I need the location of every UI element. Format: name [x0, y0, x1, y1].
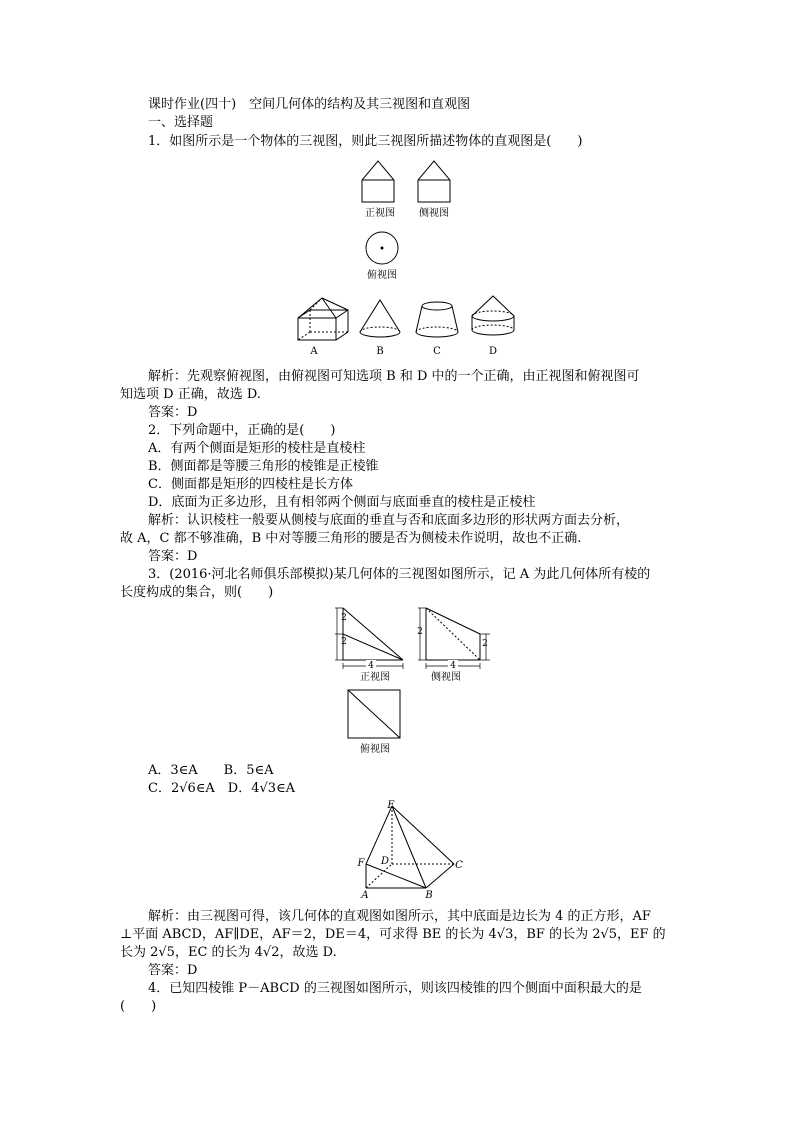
q3-point-d: D	[380, 856, 390, 867]
q3-point-c: C	[455, 860, 463, 871]
q1-option-b-label: B	[376, 346, 384, 357]
q1-top-label: 俯视图	[367, 270, 397, 281]
q1-option-a-label: A	[310, 346, 318, 357]
q2-answer: 答案：D	[148, 549, 198, 564]
q3-front-dim-width: 4	[366, 660, 376, 672]
q1-option-a-figure	[298, 298, 348, 340]
q1-front-label: 正视图	[365, 208, 395, 219]
q1-side-label: 侧视图	[419, 208, 449, 219]
q3-point-b: B	[425, 890, 433, 901]
q1-answer: 答案：D	[148, 405, 198, 420]
q3-answer: 答案：D	[148, 963, 198, 978]
q3-analysis-line1: 解析：由三视图可得，该几何体的直观图如图所示，其中底面是边长为 4 的正方形，AF	[148, 909, 651, 924]
section-title: 一、选择题	[148, 115, 214, 130]
q3-stem-line1: 3．(2016·河北名师俱乐部模拟)某几何体的三视图如图所示，记 A 为此几何体所有棱的	[148, 567, 651, 582]
q1-analysis-line1: 解析：先观察俯视图，由俯视图可知选项 B 和 D 中的一个正确，由正视图和俯视图可	[148, 369, 640, 384]
q1-top-view	[364, 230, 400, 266]
q2-option-d: D．底面为正多边形，且有相邻两个侧面与底面垂直的棱柱是正棱柱	[148, 495, 536, 510]
q1-stem: 1．如图所示是一个物体的三视图，则此三视图所描述物体的直观图是( )	[148, 134, 583, 149]
q3-front-label: 正视图	[360, 672, 390, 683]
q1-option-c-figure	[416, 302, 458, 337]
q3-side-dim-width: 4	[448, 660, 458, 672]
q3-front-dim-top: 2	[341, 613, 347, 623]
q2-analysis-line2: 故 A，C 都不够准确，B 中对等腰三角形的腰是否为侧棱未作说明，故也不正确.	[120, 531, 582, 546]
q3-solid-figure	[354, 800, 470, 900]
q3-side-label: 侧视图	[431, 672, 461, 683]
q2-analysis-line1: 解析：认识棱柱一般要从侧棱与底面的垂直与否和底面多边形的形状两方面去分析，	[148, 513, 630, 528]
q1-option-c-label: C	[433, 346, 441, 357]
q1-option-d-label: D	[488, 346, 498, 357]
q3-analysis-line3: 长为 2√5，EC 的长为 4√2，故选 D.	[120, 945, 337, 960]
q2-stem: 2．下列命题中，正确的是( )	[148, 423, 336, 438]
q3-options-line2: C．2√6∈A D．4√3∈A	[148, 781, 296, 796]
q3-point-e: E	[387, 800, 395, 811]
q3-front-dim-bottom: 2	[341, 637, 347, 647]
q1-analysis-line2: 知选项 D 正确，故选 D.	[120, 387, 261, 402]
q3-options-line1: A．3∈A B．5∈A	[148, 763, 274, 778]
q3-analysis-line2: ⊥平面 ABCD，AF∥DE，AF＝2，DE＝4，可求得 BE 的长为 4√3，BF 的长为 2√5，EF 的	[120, 927, 666, 942]
page-heading: 课时作业(四十) 空间几何体的结构及其三视图和直观图	[148, 97, 471, 112]
q2-option-c: C．侧面都是矩形的四棱柱是长方体	[148, 477, 353, 492]
q4-stem-line2: ( )	[120, 999, 157, 1014]
q1-option-d-figure	[472, 296, 514, 335]
q1-option-b-figure	[360, 300, 400, 337]
q3-top-label: 俯视图	[360, 744, 390, 755]
q2-option-b: B．侧面都是等腰三角形的棱锥是正棱锥	[148, 459, 379, 474]
q3-point-a: A	[361, 890, 369, 901]
q3-side-dim-right: 2	[482, 639, 488, 649]
q3-top-view	[346, 688, 402, 740]
q3-side-dim-height: 2	[417, 627, 423, 637]
q1-side-view	[416, 158, 456, 204]
q3-point-f: F	[357, 858, 365, 869]
q1-option-figures	[296, 296, 532, 342]
q3-stem-line2: 长度构成的集合，则( )	[120, 585, 274, 600]
q4-stem-line1: 4．已知四棱锥 P－ABCD 的三视图如图所示，则该四棱锥的四个侧面中面积最大的是	[148, 981, 642, 996]
q2-option-a: A．有两个侧面是矩形的棱柱是直棱柱	[148, 441, 366, 456]
